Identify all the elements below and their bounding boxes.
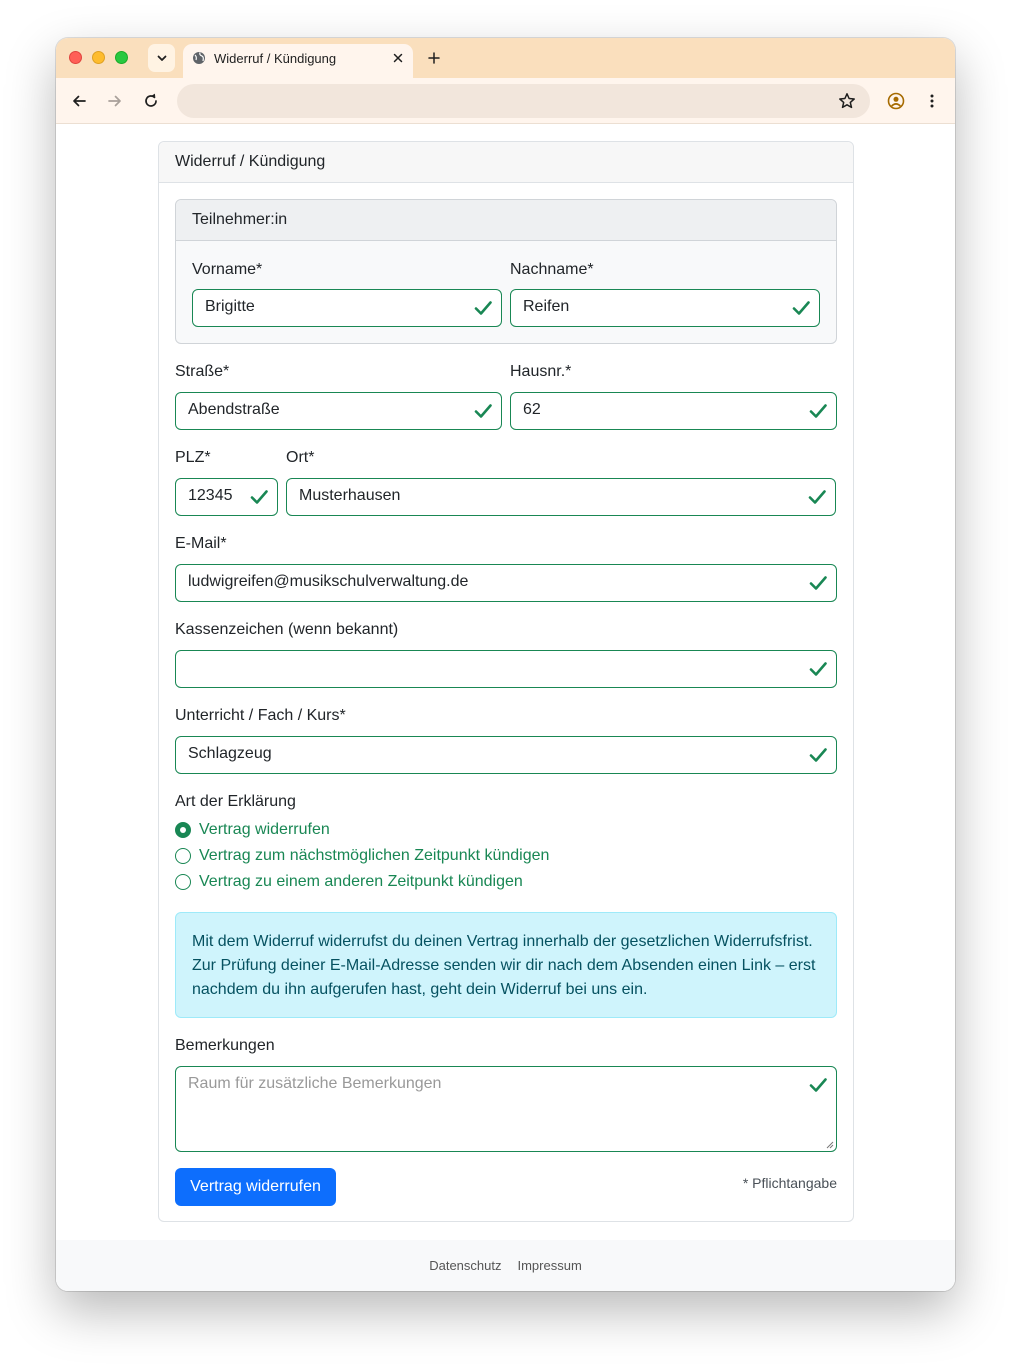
remarks-label: Bemerkungen <box>175 1037 275 1054</box>
zip-value: 12345 <box>188 487 233 504</box>
arrow-right-icon <box>107 93 123 109</box>
street-value: Abendstraße <box>188 401 280 418</box>
check-icon <box>809 660 827 678</box>
check-icon <box>474 402 492 420</box>
email-value: ludwigreifen@musikschulverwaltung.de <box>188 573 469 590</box>
bookmark-star-icon[interactable] <box>838 92 856 110</box>
reload-button[interactable] <box>140 90 162 112</box>
back-button[interactable] <box>68 90 90 112</box>
tab-search-button[interactable] <box>148 44 175 72</box>
radio-button[interactable] <box>175 848 191 864</box>
resize-handle-icon[interactable] <box>826 1141 834 1149</box>
plus-icon <box>428 52 440 64</box>
arrow-left-icon <box>71 93 87 109</box>
chevron-down-icon <box>156 52 168 64</box>
profile-button[interactable] <box>885 90 907 112</box>
street-label: Straße* <box>175 363 230 380</box>
course-field[interactable] <box>175 736 837 774</box>
email-label: E-Mail* <box>175 535 227 552</box>
globe-icon <box>192 51 206 65</box>
check-icon <box>809 1076 827 1094</box>
radio-button[interactable] <box>175 874 191 890</box>
browser-tab[interactable] <box>183 44 413 78</box>
check-icon <box>474 299 492 317</box>
radio-label: Vertrag zu einem anderen Zeitpunkt kündigen <box>199 873 523 890</box>
kebab-menu-icon <box>924 93 940 109</box>
page-viewport <box>56 125 955 1291</box>
forward-button[interactable] <box>104 90 126 112</box>
street-field[interactable] <box>175 392 502 430</box>
last-name-field[interactable] <box>510 289 820 327</box>
first-name-label: Vorname* <box>192 261 263 278</box>
declaration-label: Art der Erklärung <box>175 793 296 810</box>
info-alert: Mit dem Widerruf widerrufst du deinen Vertrag innerhalb der gesetzlichen Widerrufsfrist. Zur Prüfung deiner E-Mail-Adresse senden wir dir nach dem Absenden einen Link – erst nachdem du ihn aufgerufen hast, geht dein Widerruf bei uns ein. <box>175 912 837 1018</box>
house-number-label: Hausnr.* <box>510 363 572 380</box>
city-value: Musterhausen <box>299 487 401 504</box>
profile-icon <box>887 92 905 110</box>
zip-field[interactable] <box>175 478 278 516</box>
minimize-window-button[interactable] <box>92 51 105 64</box>
radio-label: Vertrag zum nächstmöglichen Zeitpunkt kündigen <box>199 847 550 864</box>
email-field[interactable] <box>175 564 837 602</box>
cash-ref-label: Kassenzeichen (wenn bekannt) <box>175 621 399 638</box>
card-title: Widerruf / Kündigung <box>159 142 853 183</box>
radio-button[interactable] <box>175 822 191 838</box>
reload-icon <box>143 93 159 109</box>
maximize-window-button[interactable] <box>115 51 128 64</box>
radio-label: Vertrag widerrufen <box>199 821 330 838</box>
house-number-field[interactable] <box>510 392 837 430</box>
remarks-placeholder: Raum für zusätzliche Bemerkungen <box>188 1075 442 1092</box>
course-value: Schlagzeug <box>188 745 272 762</box>
check-icon <box>809 746 827 764</box>
browser-toolbar <box>56 78 955 124</box>
address-bar[interactable] <box>177 84 870 118</box>
required-note: * Pflichtangabe <box>742 1175 837 1191</box>
new-tab-button[interactable] <box>423 47 445 69</box>
check-icon <box>809 574 827 592</box>
radio-option-revoke[interactable] <box>175 819 330 841</box>
tab-title: Widerruf / Kündigung <box>214 51 337 66</box>
close-tab-icon[interactable] <box>389 49 407 67</box>
close-window-button[interactable] <box>69 51 82 64</box>
radio-option-cancel-next[interactable] <box>175 845 549 867</box>
radio-option-cancel-other[interactable] <box>175 871 523 893</box>
participant-title: Teilnehmer:in <box>176 200 836 241</box>
zip-label: PLZ* <box>175 449 211 466</box>
form-card <box>158 141 854 1222</box>
browser-window <box>56 38 955 1291</box>
check-icon <box>250 488 268 506</box>
course-label: Unterricht / Fach / Kurs* <box>175 707 346 724</box>
first-name-value: Brigitte <box>205 298 255 315</box>
page-footer <box>56 1240 955 1291</box>
check-icon <box>792 299 810 317</box>
submit-button[interactable]: Vertrag widerrufen <box>175 1168 336 1206</box>
footer-link-privacy[interactable]: Datenschutz <box>429 1258 502 1273</box>
participant-section <box>175 199 837 344</box>
last-name-label: Nachname* <box>510 261 594 278</box>
check-icon <box>809 402 827 420</box>
first-name-field[interactable] <box>192 289 502 327</box>
remarks-textarea[interactable] <box>175 1066 837 1152</box>
tab-bar <box>56 38 955 78</box>
cash-ref-field[interactable] <box>175 650 837 688</box>
house-number-value: 62 <box>523 401 541 418</box>
check-icon <box>808 488 826 506</box>
last-name-value: Reifen <box>523 298 570 315</box>
menu-button[interactable] <box>921 90 943 112</box>
city-label: Ort* <box>286 449 315 466</box>
city-field[interactable] <box>286 478 836 516</box>
footer-link-imprint[interactable]: Impressum <box>517 1258 582 1273</box>
